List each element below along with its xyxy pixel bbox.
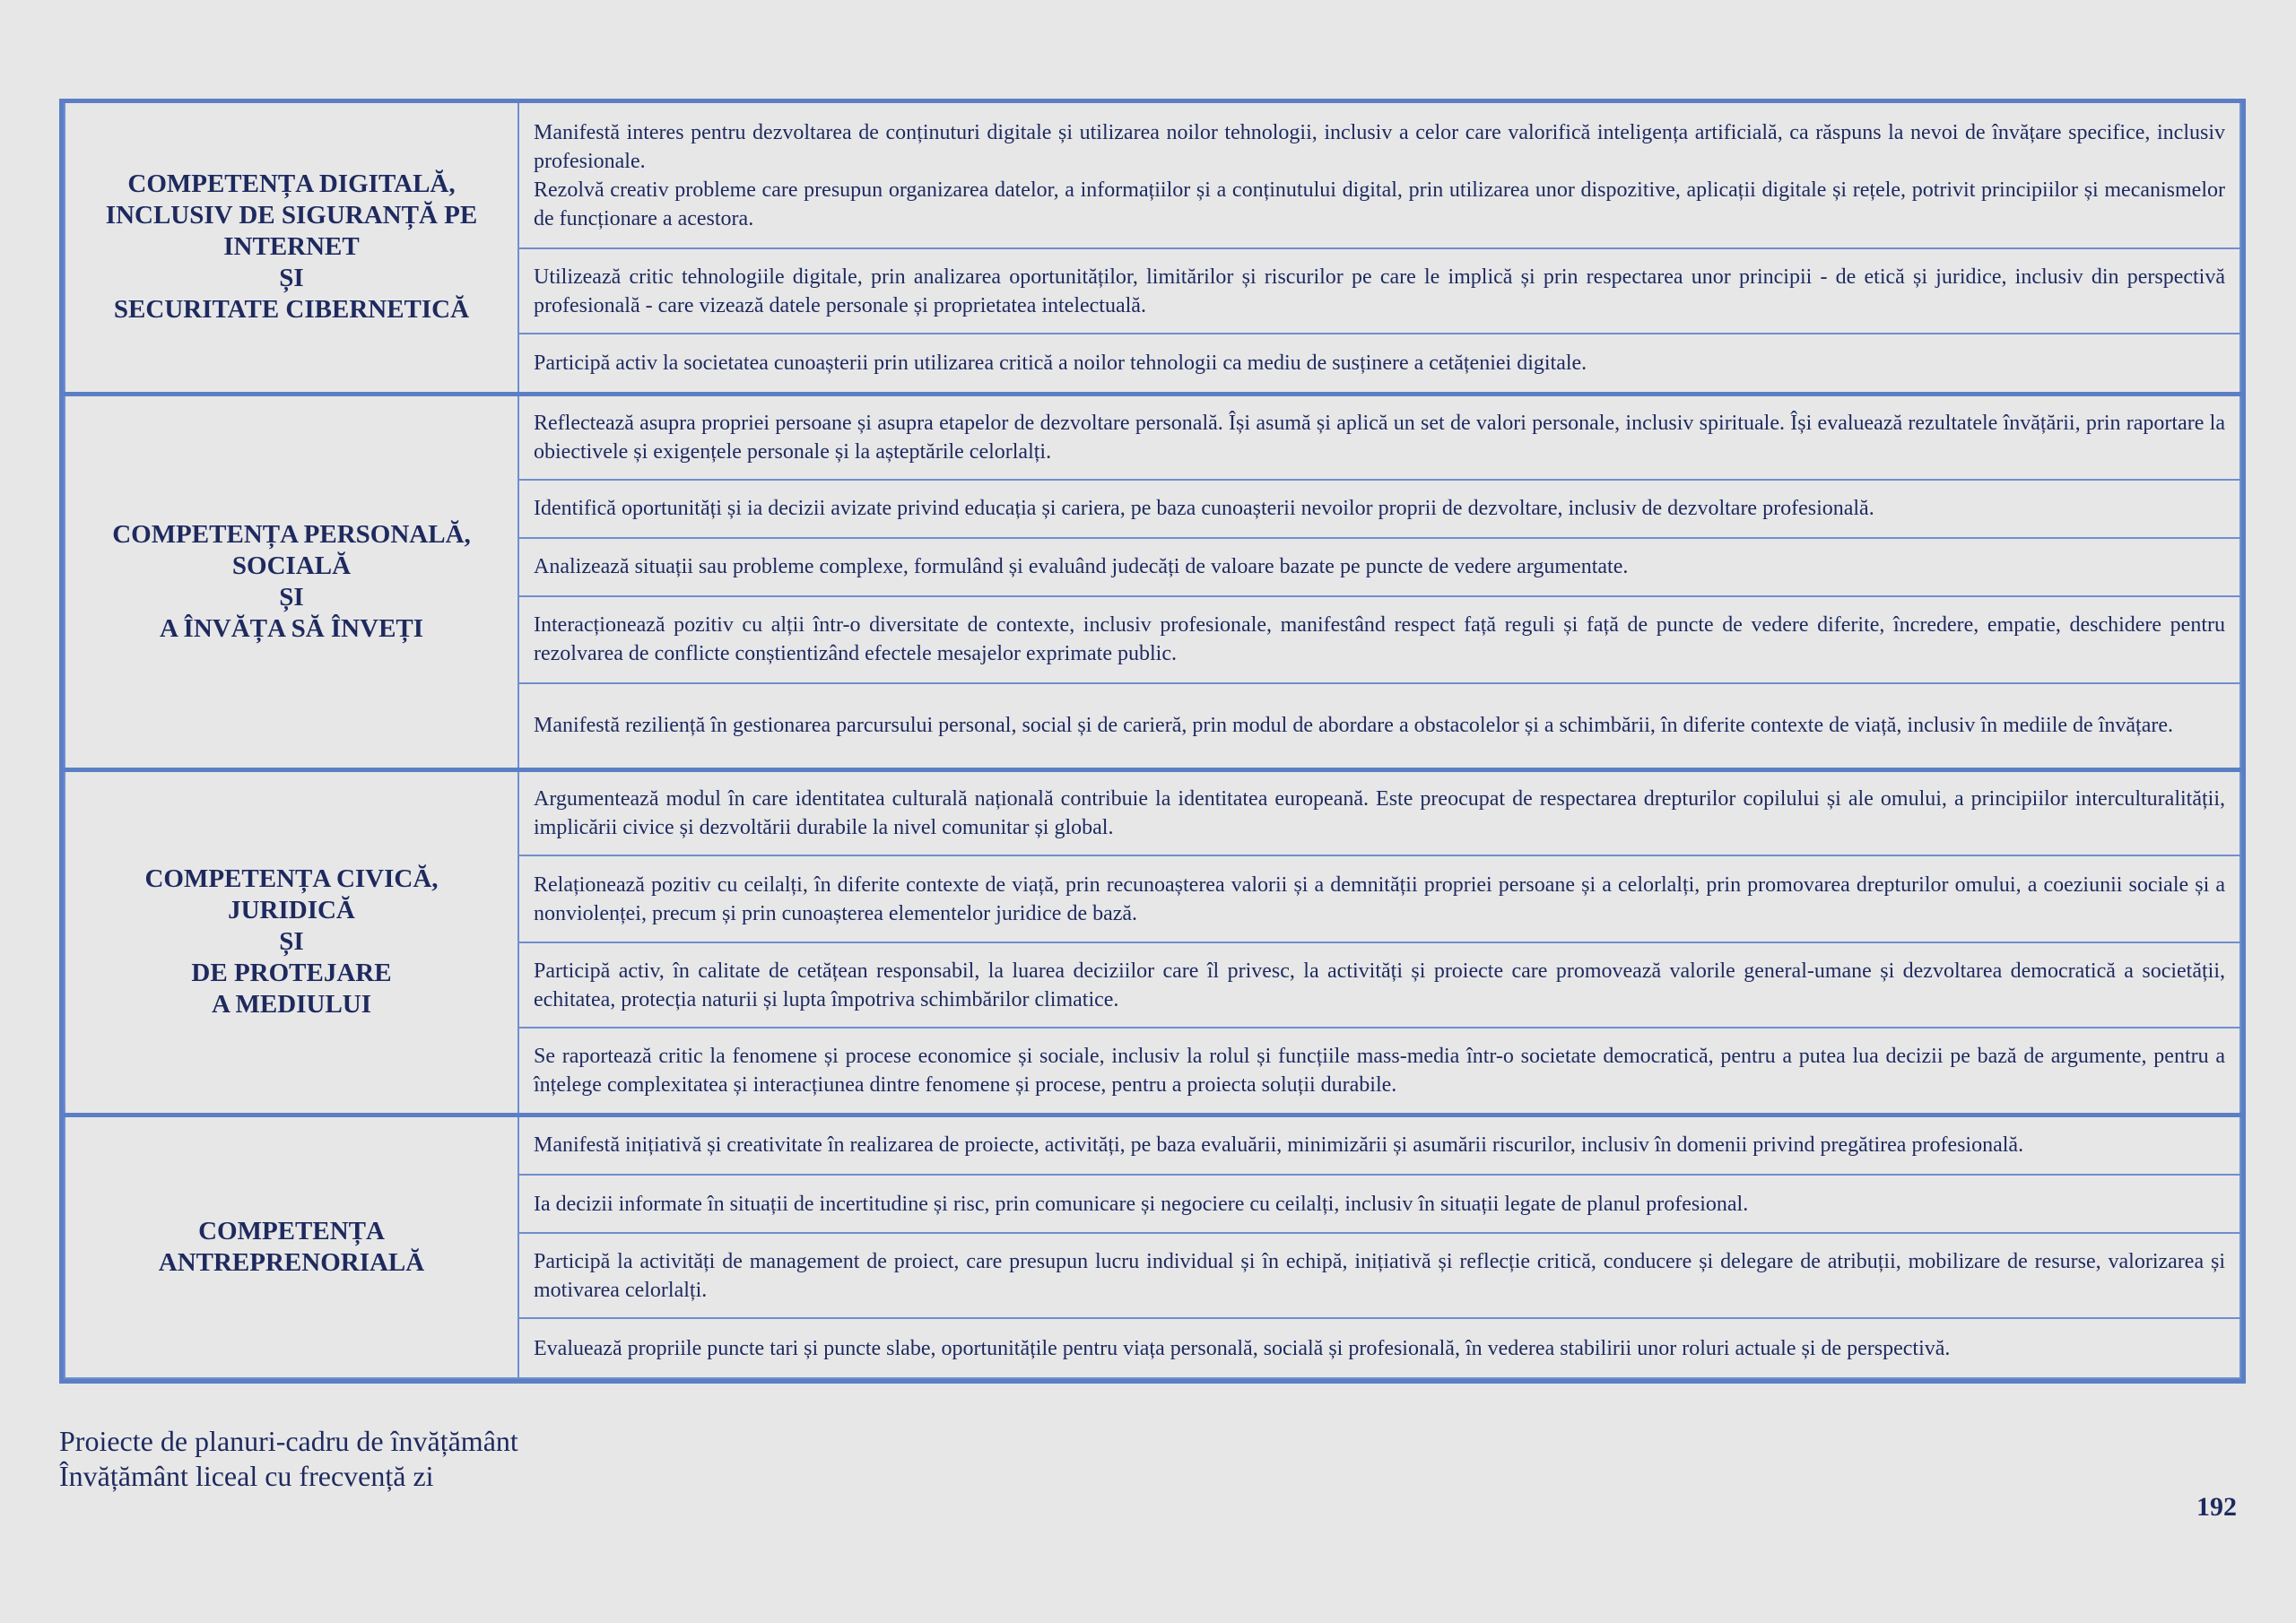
competency-title-line: DE PROTEJARE: [191, 959, 392, 988]
competencies-table-frame: [59, 99, 2246, 1384]
competency-title-line: COMPETENȚA: [198, 1216, 385, 1245]
competency-title-line: JURIDICĂ: [228, 896, 355, 925]
description-paragraph: Manifestă inițiativă și creativitate în realizarea de proiecte, activități, pe baza evaluării, minimizării și asumării riscurilor, inclusiv în domenii privind pregătirea profesională.: [534, 1133, 2024, 1158]
competency-title-line: A MEDIULUI: [211, 990, 372, 1020]
competency-description: [518, 855, 2240, 942]
competency-description: [518, 1175, 2240, 1233]
competency-description: [518, 942, 2240, 1028]
competency-title-line: ANTREPRENORIALĂ: [158, 1247, 425, 1277]
competency-title: [65, 394, 518, 770]
description-paragraph: Participă la activități de management de proiect, care presupun lucru individual și în echipă, inițiativă și reflecție critică, conducere și delegare de atribuții, mobilizare de resurse, valorizarea și motivarea celorlalți.: [534, 1249, 2225, 1302]
description-paragraph: Analizează situații sau probleme complexe, formulând și evaluând judecăți de valoare bazate pe puncte de vedere argumentate.: [534, 555, 1629, 578]
competency-title-line: A ÎNVĂȚA SĂ ÎNVEȚI: [159, 613, 424, 643]
competency-title-line: SECURITATE CIBERNETICĂ: [113, 295, 470, 325]
competency-description: [518, 103, 2240, 248]
description-paragraph: Interacționează pozitiv cu alții într-o diversitate de contexte, inclusiv profesionale, manifestând respect față reguli și față de puncte de vedere diferite, încredere, empatie, deschidere pentru rezolvarea de conflicte conștientizând efectele mesajelor exprimate public.: [534, 613, 2225, 665]
table-row: [65, 103, 2240, 248]
description-paragraph: Participă activ, în calitate de cetățean responsabil, la luarea deciziilor care îl privesc, la activități și proiecte care promovează valorile general-umane și dezvoltarea democratică a societății, echitatea, protecția naturii și lupta împotriva schimbărilor climatice.: [534, 959, 2225, 1011]
competency-title-line: ȘI: [279, 582, 304, 612]
table-row: [65, 394, 2240, 480]
competency-description: [518, 596, 2240, 683]
competency-description: [518, 770, 2240, 856]
competency-description: [518, 538, 2240, 596]
page-number: 192: [2196, 1492, 2237, 1522]
description-paragraph: Utilizează critic tehnologiile digitale, prin analizarea oportunităților, limitărilor și riscurilor pe care le implică și prin respectarea unor principii - de etică și juridice, inclusiv din perspectivă profesională - care vizează datele personale și proprietatea intelectuală.: [534, 265, 2225, 317]
description-paragraph: Reflectează asupra propriei persoane și asupra etapelor de dezvoltare personală. Își asumă și aplică un set de valori personale, inclusiv spirituale. Își evaluează rezultatele învățării, prin raportare la obiectivele și exigențele personale și la așteptările celorlalți.: [534, 411, 2225, 464]
competency-description: [518, 1318, 2240, 1378]
footer-title: Proiecte de planuri-cadru de învățământ: [59, 1425, 518, 1457]
competency-title: [65, 1115, 518, 1378]
description-paragraph: Se raportează critic la fenomene și procese economice și sociale, inclusiv la rolul și funcțiile mass-media într-o societate democratică, pentru a putea lua decizii pe bază de argumente, pentru a înțelege complexitatea și interacțiunea dintre fenomene și procese, pentru a proiecta soluții durabile.: [534, 1044, 2225, 1097]
competency-description: [518, 480, 2240, 538]
competency-description: [518, 683, 2240, 770]
description-paragraph: Identifică oportunități și ia decizii avizate privind educația și cariera, pe baza cunoașterii nevoilor proprii de dezvoltare, inclusiv de dezvoltare profesională.: [534, 497, 1874, 520]
description-paragraph: Evaluează propriile puncte tari și puncte slabe, oportunitățile pentru viața personală, socială și profesională, în vederea stabilirii unor roluri actuale și de perspectivă.: [534, 1336, 1951, 1360]
competencies-table: [64, 103, 2241, 1379]
competency-title: [65, 103, 518, 394]
table-row: [65, 770, 2240, 856]
competency-title-line: ȘI: [279, 927, 304, 957]
competency-title-line: COMPETENȚA DIGITALĂ,: [127, 169, 456, 199]
table-row: [65, 1115, 2240, 1175]
competency-description: [518, 394, 2240, 480]
competency-description: [518, 1028, 2240, 1115]
description-paragraph: Participă activ la societatea cunoașterii prin utilizarea critică a noilor tehnologii ca mediu de susținere a cetățeniei digitale.: [534, 351, 1587, 375]
footer-subtitle: Învățământ liceal cu frecvență zi: [59, 1460, 434, 1492]
description-paragraph: Relaționează pozitiv cu ceilalți, în diferite contexte de viață, prin recunoașterea valorii și a demnității propriei persoane și a celorlalți, prin promovarea drepturilor omului, a coeziunii sociale și a nonviolenței, precum și prin cunoașterea elementelor juridice de bază.: [534, 872, 2225, 925]
competency-title-line: SOCIALĂ: [231, 551, 352, 580]
competency-description: [518, 1115, 2240, 1175]
description-paragraph: Manifestă reziliență în gestionarea parcursului personal, social și de carieră, prin modul de abordare a obstacolelor și a schimbării, în diferite contexte de viață, inclusiv în mediile de învățare.: [534, 714, 2173, 738]
competency-description: [518, 248, 2240, 334]
competencies-table-body: [65, 103, 2240, 1378]
competency-title-line: INCLUSIV DE SIGURANȚĂ PE: [105, 201, 478, 230]
description-paragraph: Argumentează modul în care identitatea culturală națională contribuie la identitatea europeană. Este preocupat de respectarea drepturilor copilului și ale omului, a principiilor interculturalității, implicării civice și dezvoltării durabile la nivel comunitar și global.: [534, 787, 2225, 839]
competency-description: [518, 1233, 2240, 1318]
description-paragraph: Manifestă interes pentru dezvoltarea de conținuturi digitale și utilizarea noilor tehnologii, inclusiv a celor care valorifică inteligența artificială, ca răspuns la nevoi de învățare specifice, inclusiv profesionale.: [534, 120, 2225, 173]
description-paragraph: Ia decizii informate în situații de incertitudine și risc, prin comunicare și negociere cu ceilalți, inclusiv în situații legate de planul profesional.: [534, 1192, 1749, 1216]
competency-title: [65, 770, 518, 1115]
competency-title-line: INTERNET: [223, 232, 360, 262]
competency-description: [518, 334, 2240, 394]
competency-title-line: COMPETENȚA PERSONALĂ,: [112, 519, 471, 549]
description-paragraph: Rezolvă creativ probleme care presupun organizarea datelor, a informațiilor și a conținutului digital, prin utilizarea unor dispozitive, aplicații digitale și rețele, potrivit principiilor și mecanismelor de funcționare a acestora.: [534, 178, 2225, 230]
competency-title-line: ȘI: [279, 264, 304, 293]
competency-title-line: COMPETENȚA CIVICĂ,: [144, 864, 439, 894]
